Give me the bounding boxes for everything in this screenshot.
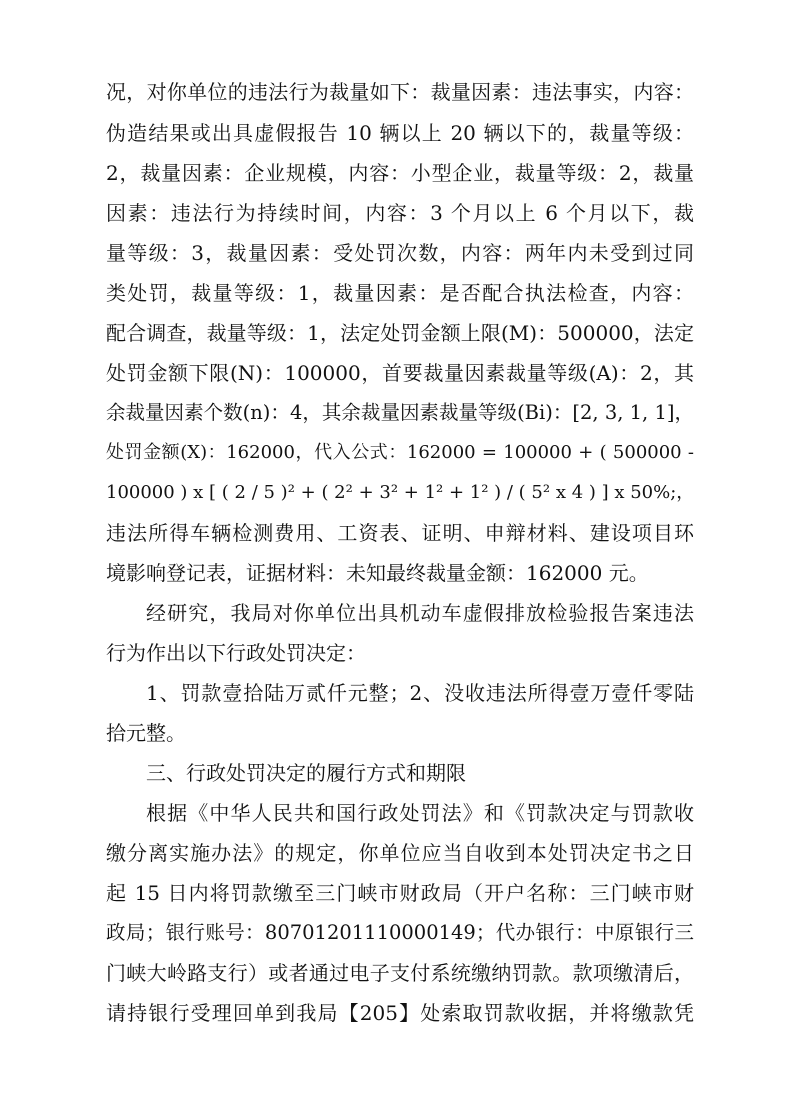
text-line: 配合调查，裁量等级：1，法定处罚金额上限(M)：500000，法定 [106, 321, 694, 345]
text-line: 境影响登记表，证据材料：未知最终裁量金额：162000 元。 [106, 561, 649, 585]
text-line: 类处罚，裁量等级：1，裁量因素：是否配合执法检查，内容： [106, 281, 694, 305]
text-line: 缴分离实施办法》的规定，你单位应当自收到本处罚决定书之日 [106, 841, 694, 865]
text-line: 政局；银行账号：80701201110000149；代办银行：中原银行三 [106, 921, 694, 944]
text-line: 违法所得车辆检测费用、工资表、证明、申辩材料、建设项目环 [106, 521, 694, 545]
text-line: 处罚金额下限(N)：100000，首要裁量因素裁量等级(A)：2，其 [106, 361, 694, 385]
paragraph-first-line: 经研究，我局对你单位出具机动车虚假排放检验报告案违法 [146, 601, 694, 625]
text-line: 门峡大岭路支行）或者通过电子支付系统缴纳罚款。款项缴清后， [106, 961, 694, 985]
text-line: 量等级：3，裁量因素：受处罚次数，内容：两年内未受到过同 [106, 241, 694, 265]
paragraph-first-line: 1、罚款壹拾陆万贰仟元整；2、没收违法所得壹万壹仟零陆 [146, 681, 694, 705]
text-line: 起 15 日内将罚款缴至三门峡市财政局（开户名称：三门峡市财 [106, 881, 694, 905]
text-line: 处罚金额(X)：162000，代入公式：162000 = 100000 + ( 500000 - [106, 442, 694, 463]
text-line: 余裁量因素个数(n)：4，其余裁量因素裁量等级(Bi)：[2, 3, 1, 1]， [106, 401, 694, 424]
section-heading: 三、行政处罚决定的履行方式和期限 [146, 761, 466, 785]
text-line: 行为作出以下行政处罚决定： [106, 641, 366, 665]
text-line: 伪造结果或出具虚假报告 10 辆以上 20 辆以下的，裁量等级： [106, 121, 694, 145]
text-line: 100000 ) x [ ( 2 / 5 )² + ( 2² + 3² + 1² + 1² ) / ( 5² x 4 ) ] x 50%;， [106, 482, 695, 503]
text-line: 因素：违法行为持续时间，内容：3 个月以上 6 个月以下，裁 [106, 201, 694, 225]
text-line: 况，对你单位的违法行为裁量如下：裁量因素：违法事实，内容： [106, 80, 694, 104]
text-line: 拾元整。 [106, 721, 186, 745]
text-line: 请持银行受理回单到我局【205】处索取罚款收据，并将缴款凭 [106, 1001, 694, 1025]
paragraph-first-line: 根据《中华人民共和国行政处罚法》和《罚款决定与罚款收 [146, 801, 694, 825]
text-line: 2，裁量因素：企业规模，内容：小型企业，裁量等级：2，裁量 [106, 161, 694, 185]
